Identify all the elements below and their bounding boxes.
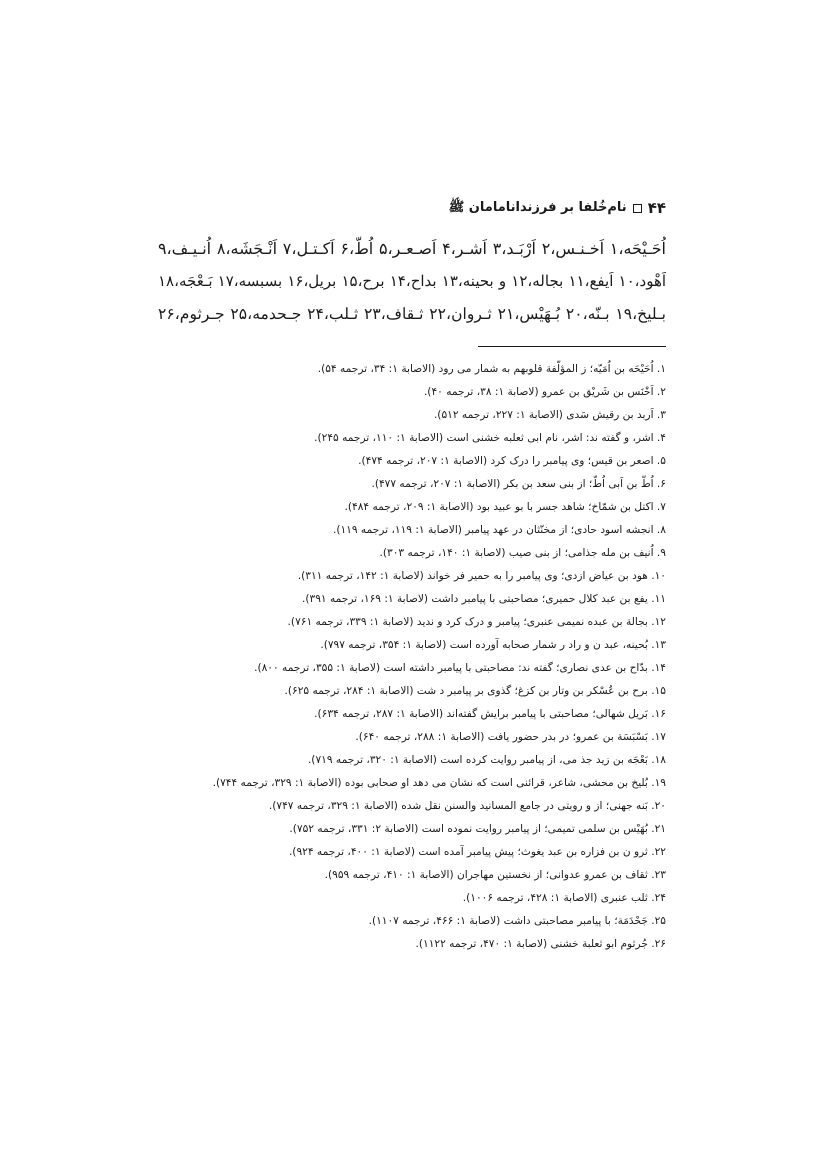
- footnote: ٢٣. ثقاف بن عمرو عدوانی؛ از نخستین مهاجران (الاصابة ١: ۴١٠، ترجمه ٩۵٩).: [324, 869, 666, 881]
- footnotes-list: [66, 358, 666, 956]
- footnote: ٢۶. جُرثوم ابو ثعلبة خشنی (لاصابة ١: ۴٧٠، ترجمه ١١٢٢).: [415, 938, 666, 950]
- running-header: [160, 196, 666, 220]
- body-line: بـلیخ،١٩ بـنّه،٢٠ بُـهَیْس،٢١ ثـروان،٢٢ ثـقاف،٢٣ ثـلب،٢۴ جـحدمه،٢۵ جـرثوم،٢۶: [158, 305, 666, 323]
- footnote: ٧. اکتل بن شمّاخ؛ شاهد جسر با بو عبید بود (الاصابة ١: ٢٠٩، ترجمه ۴٨۴).: [344, 501, 666, 513]
- running-title: نام‌خُلفا بر فرزندانامامان ﷺ: [448, 199, 627, 215]
- footnote: ۴. اشر، و گفته ند: اشر، نام ابی ثعلبه خشنی است (الاصابة ١: ١١٠، ترجمه ٢۴۵).: [314, 432, 666, 444]
- footnote: ١۴. بدّاح بن عدی نصاری؛ گفته ند: مصاحبتی با پیامبر داشته است (لاصابة ١: ٣۵۵، ترجمه ٨٠٠).: [254, 662, 666, 674]
- footnote: ١٢. بجالة بن عبده نمیمی عنبری؛ پیامبر و درک کرد و ندید (لاصابة ١: ٣٣٩، ترجمه ٧۶١).: [287, 616, 666, 628]
- footnote-separator: [478, 346, 666, 347]
- footnote: ٢۴. ثلب عنبری (الاصابة ١: ۴٢٨، ترجمه ١٠٠۶).: [462, 892, 666, 904]
- footnote: ٢٢. ثرو ن بن فزاره بن عبد یغوث؛ پیش پیامبر آمده است (لاصابة ١: ۴٠٠، ترجمه ٩٢۴).: [288, 846, 666, 858]
- footnote: ١. اُحَیْحَه بن اُمَیّه؛ ز المؤلّفة قلوبهم به شمار می رود (الاصابة ١: ٣۴، ترجمه ۵۴).: [317, 363, 666, 375]
- footnote: ١٠. هود بن عیاض ازدی؛ وی پیامبر را به حمیر فر خواند (لاصابة ١: ١۴٢، ترجمه ٣١١).: [297, 570, 666, 582]
- footnote: ١٩. بُلیخ بن محشی، شاعر، قرائنی است که نشان می دهد او صحابی بوده (الاصابة ١: ٣٢٩، ترجمه ٧۴۴).: [212, 777, 666, 789]
- footnote: ٢٠. بَنه جهنی؛ از و رویتی در جامع المسانید والسنن نقل شده (الاصابة ١: ٣٢٩، ترجمه ٧۴٧).: [268, 800, 666, 812]
- footnote: ١۶. بَریل شهالی؛ مصاحبتی با پیامبر برایش گفته‌اند (الاصابة ١: ٢٨٧، ترجمه ۶٣۴).: [314, 708, 666, 720]
- footnote: ٢۵. جَحْدَمَة؛ با پیامبر مصاحبتی داشت (لاصابة ١: ۴۶۶، ترجمه ١١٠٧).: [368, 915, 666, 927]
- footnote: ٩. اُنیف بن مله جذامی؛ از بنی صیب (لاصابة ١: ١۴٠، ترجمه ٣٠٣).: [379, 547, 666, 559]
- square-bullet-icon: [633, 204, 642, 213]
- footnote: ١۵. برح بن عُسْکر بن وتار بن کزغ؛ گذوی بر پیامبر د شت (الاصابة ١: ٢٨۴، ترجمه ۶٢۵).: [284, 685, 666, 697]
- footnote: ١٨. بَعْجَه بن زید جذ می، از پیامبر روایت کرده است (الاصابة ١: ٣٢٠، ترجمه ٧١٩).: [307, 754, 666, 766]
- footnote: ٢١. بُهَیْس بن سلمی تمیمی؛ از پیامبر روایت نموده است (الاصابة ٢: ٣٣١، ترجمه ٧۵٢).: [289, 823, 666, 835]
- body-line: اَهْود،١٠ اَیفع،١١ بجاله،١٢ و بحینه،١٣ بداح،١۴ برح،١۵ بریل،١۶ بسبسه،١٧ بَـعْجَه،١٨: [158, 272, 666, 290]
- page-number: ۴۴: [647, 199, 666, 217]
- footnote: ١١. یفع بن عبد کلال حمیری؛ مصاحبتی با پیامبر داشت (لاصابة ١: ١۶٩، ترجمه ٣٩١).: [302, 593, 666, 605]
- footnote: ٨. انجشه اسود حادی؛ از مخنّثان در عهد پیامبر (الاصابة ١: ١١٩، ترجمه ١١٩).: [332, 524, 666, 536]
- footnote: ٢. اَخْنَس بن شَریْق بن عمرو (لاصابة ١: ٣٨، ترجمه ۴٠).: [423, 386, 666, 398]
- footnote: ٣. اَربد بن رقیش سَدی (الاصابة ١: ٢٢٧، ترجمه ۵١٢).: [433, 409, 666, 421]
- footnote: ١٣. بُحینه، عبد ن و راد ر شمار صحابه آورده است (لاصابة ١: ٣۵۴، ترجمه ٧٩٧).: [320, 639, 666, 651]
- footnote: ۶. اُطّ بن اَبی اُطّ؛ از بنی سعد بن بکر (الاصابة ١: ٢٠٧، ترجمه ۴٧٧).: [371, 478, 666, 490]
- footnote: ۵. اصعر بن قیس؛ وی پیامبر را درک کرد (الاصابة ١: ٢٠٧، ترجمه ۴٧۴).: [358, 455, 666, 467]
- body-line: اُحَـیْحَه،١ اَخـنـس،٢ اَرْبَـد،٣ اَشـر،۴ اَصـعـر،۵ اُطّ،۶ اَکـتـل،٧ اَنْـجَشَه،٨ اُنـیـف،٩: [158, 239, 666, 258]
- footnote: ١٧. بَسْبَسَة بن عمرو؛ در بدر حضور یافت (الاصابة ١: ٢٨٨، ترجمه ۶۴٠).: [355, 731, 666, 743]
- main-paragraph: [158, 232, 666, 331]
